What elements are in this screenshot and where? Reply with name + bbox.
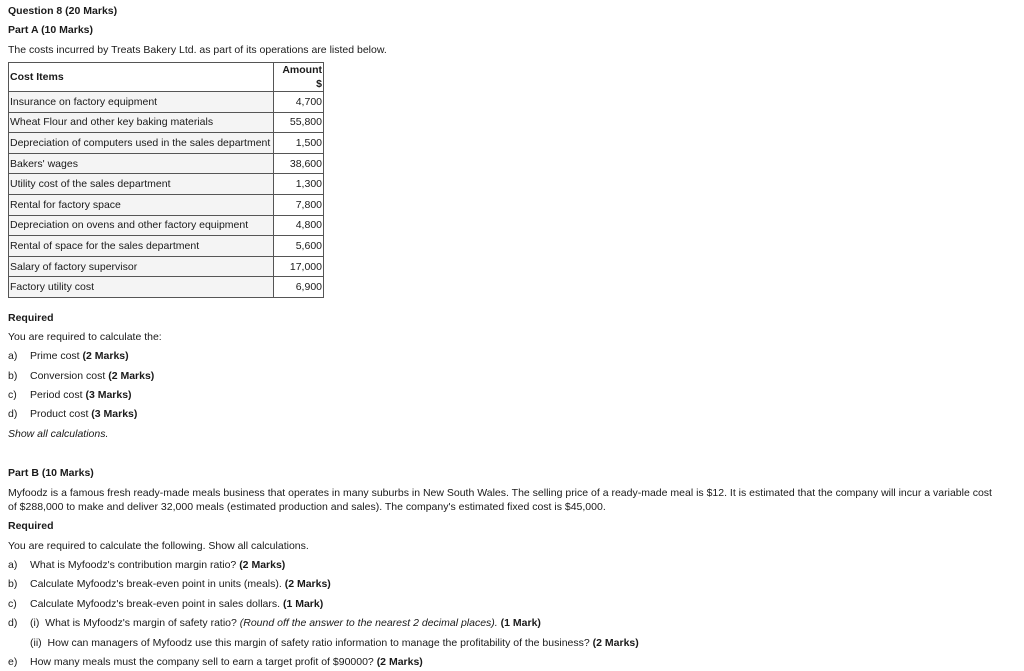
item-text: Period cost [30,389,86,401]
part-b-req-intro: You are required to calculate the following. Show all calculations. [8,540,309,552]
question-title: Question 8 (20 Marks) [8,5,118,17]
amount-cell: 55,800 [274,112,324,133]
amount-cell: 6,900 [274,277,324,298]
cost-item-cell: Wheat Flour and other key baking materials [9,112,274,133]
part-b-required: Required [8,520,54,532]
item-label: a) [8,350,18,362]
amount-cell: 17,000 [274,256,324,277]
item-label: b) [8,370,18,382]
item-text: How can managers of Myfoodz use this margin of safety ratio information to manage the profitability of the business? [47,637,593,649]
amount-cell: 4,700 [274,92,324,113]
item-marks: (2 Marks) [592,637,639,649]
item-marks: (2 Marks) [108,370,155,382]
part-a-required: Required [8,312,54,324]
part-b-item-c [8,597,323,611]
part-b-item-b [8,577,331,591]
item-sub-label: (ii) [30,637,42,649]
part-a-intro: The costs incurred by Treats Bakery Ltd. as part of its operations are listed below. [8,44,387,56]
cost-item-cell: Salary of factory supervisor [9,256,274,277]
cost-item-cell: Depreciation of computers used in the sales department [9,133,274,154]
table-row [9,256,324,277]
table-row [9,174,324,195]
part-a-item-d [8,407,137,421]
item-label: d) [8,617,18,629]
amount-cell: 38,600 [274,153,324,174]
part-a-req-intro: You are required to calculate the: [8,331,162,343]
item-sub-label: (i) [30,617,40,629]
table-row [9,133,324,154]
item-marks: (2 Marks) [239,559,286,571]
item-marks: (3 Marks) [85,389,132,401]
cost-table [8,62,324,298]
amount-cell: 1,300 [274,174,324,195]
cost-item-cell: Factory utility cost [9,277,274,298]
item-label: c) [8,389,17,401]
item-text: Prime cost [30,350,83,362]
item-text: Calculate Myfoodz's break-even point in sales dollars. [30,598,283,610]
item-marks: (2 Marks) [82,350,129,362]
table-row [9,194,324,215]
table-header-row [9,63,324,92]
cost-item-cell: Insurance on factory equipment [9,92,274,113]
part-a-item-a [8,349,129,363]
header-cost-items: Cost Items [9,63,274,92]
table-row [9,215,324,236]
item-marks: (2 Marks) [284,578,331,590]
part-a-show-calculations: Show all calculations. [8,428,109,440]
item-text: Product cost [30,408,92,420]
item-text: What is Myfoodz's margin of safety ratio? [45,617,240,629]
cost-item-cell: Depreciation on ovens and other factory equipment [9,215,274,236]
amount-cell: 5,600 [274,236,324,257]
table-row [9,236,324,257]
cost-item-cell: Rental for factory space [9,194,274,215]
item-text: Conversion cost [30,370,109,382]
cost-item-cell: Rental of space for the sales department [9,236,274,257]
item-marks: (1 Mark) [497,617,541,629]
item-label: c) [8,598,17,610]
amount-cell: 1,500 [274,133,324,154]
part-a-item-c [8,388,132,402]
item-marks: (1 Mark) [282,598,324,610]
item-label: a) [8,559,18,571]
item-text: How many meals must the company sell to earn a target profit of $90000? [30,656,377,668]
part-a-title: Part A (10 Marks) [8,24,94,36]
item-text: What is Myfoodz's contribution margin ratio? [30,559,240,571]
item-marks: (3 Marks) [91,408,138,420]
table-row [9,153,324,174]
header-amount: Amount $ [274,63,324,92]
item-text: Calculate Myfoodz's break-even point in units (meals). [30,578,285,590]
part-b-item-d-ii [30,636,639,650]
table-row [9,277,324,298]
amount-cell: 7,800 [274,194,324,215]
item-note: (Round off the answer to the nearest 2 decimal places). [239,617,498,629]
item-label: e) [8,656,18,668]
part-a-item-b [8,369,154,383]
amount-cell: 4,800 [274,215,324,236]
part-b-intro: Myfoodz is a famous fresh ready-made meals business that operates in many suburbs in New South Wales. The selling price of a ready-made meal is $12. It is estimated that the company will incur a variable cost of $288,000 to make and deliver 32,000 meals (estimated production and sales). The company's estimated fixed cost is $45,000. [8,487,992,513]
table-row [9,92,324,113]
item-marks: (2 Marks) [376,656,423,668]
part-b-item-a [8,558,285,572]
cost-item-cell: Utility cost of the sales department [9,174,274,195]
item-label: d) [8,408,18,420]
part-b-item-e [8,655,423,669]
part-b-item-d [8,616,541,630]
part-b-title: Part B (10 Marks) [8,467,94,479]
item-label: b) [8,578,18,590]
table-row [9,112,324,133]
cost-item-cell: Bakers' wages [9,153,274,174]
